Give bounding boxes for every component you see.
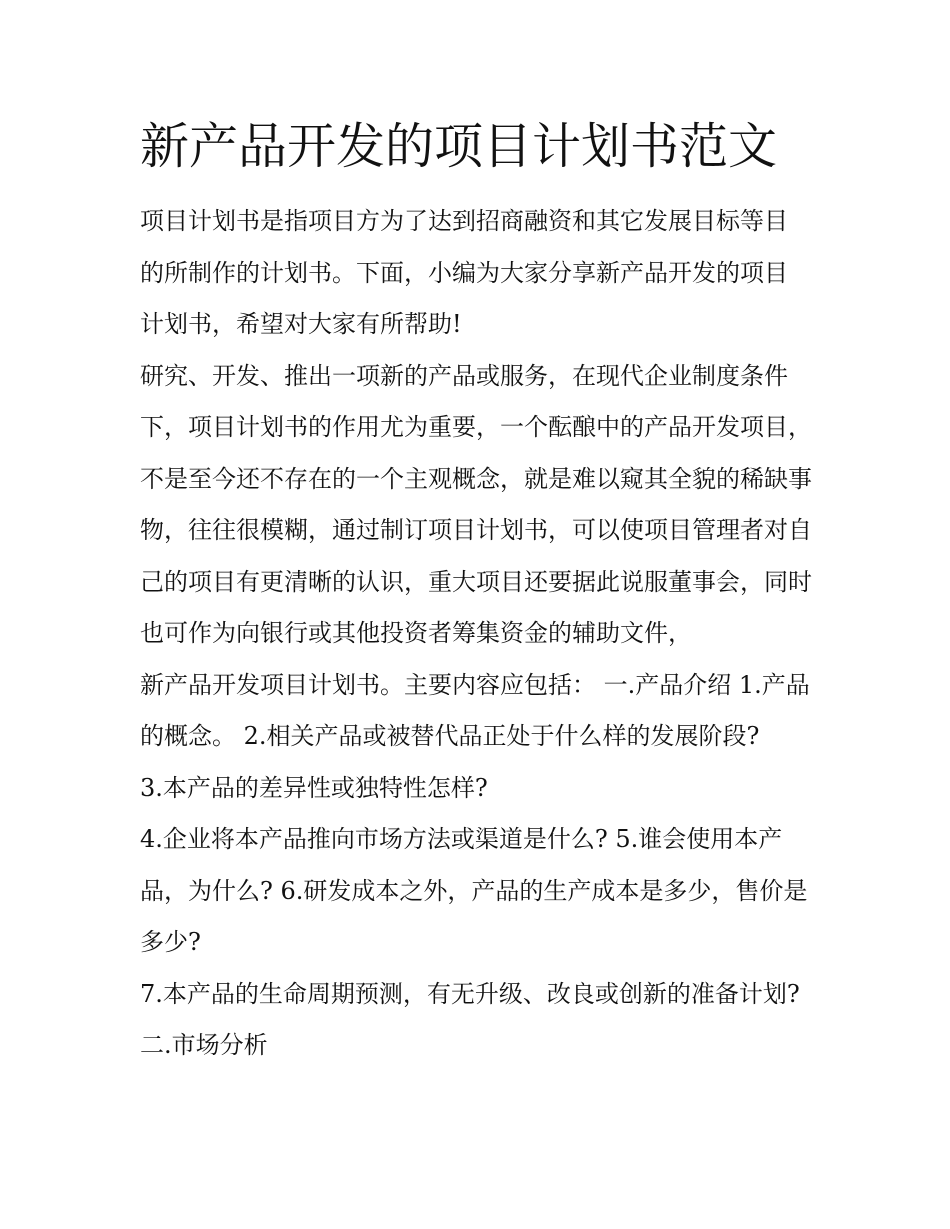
paragraph-intro: 项目计划书是指项目方为了达到招商融资和其它发展目标等目的所制作的计划书。下面，小编为大家分享新产品开发的项目计划书，希望对大家有所帮助! (140, 207, 788, 338)
paragraph-questions-4-6: 4.企业将本产品推向市场方法或渠道是什么? 5.谁会使用本产品，为什么? 6.研发成本之外，产品的生产成本是多少，售价是多少? (140, 825, 808, 956)
paragraph-main-content: 新产品开发项目计划书。主要内容应包括： 一.产品介绍 1.产品的概念。 2.相关产品或被替代品正处于什么样的发展阶段? (140, 670, 810, 750)
document-title: 新产品开发的项目计划书范文 (140, 118, 778, 175)
paragraph-question-3: 3.本产品的差异性或独特性怎样? (140, 773, 488, 802)
paragraph-question-7: 7.本产品的生命周期预测，有无升级、改良或创新的准备计划? 二.市场分析 (140, 979, 800, 1059)
document-body (140, 196, 815, 1072)
paragraph-research: 研究、开发、推出一项新的产品或服务，在现代企业制度条件下，项目计划书的作用尤为重要，一个酝酿中的产品开发项目，不是至今还不存在的一个主观概念，就是难以窥其全貌的稀缺事物，往往很模糊，通过制订项目计划书，可以使项目管理者对自己的项目有更清晰的认识，重大项目还要据此说服董事会，同时也可作为向银行或其他投资者筹集资金的辅助文件， (140, 361, 812, 647)
